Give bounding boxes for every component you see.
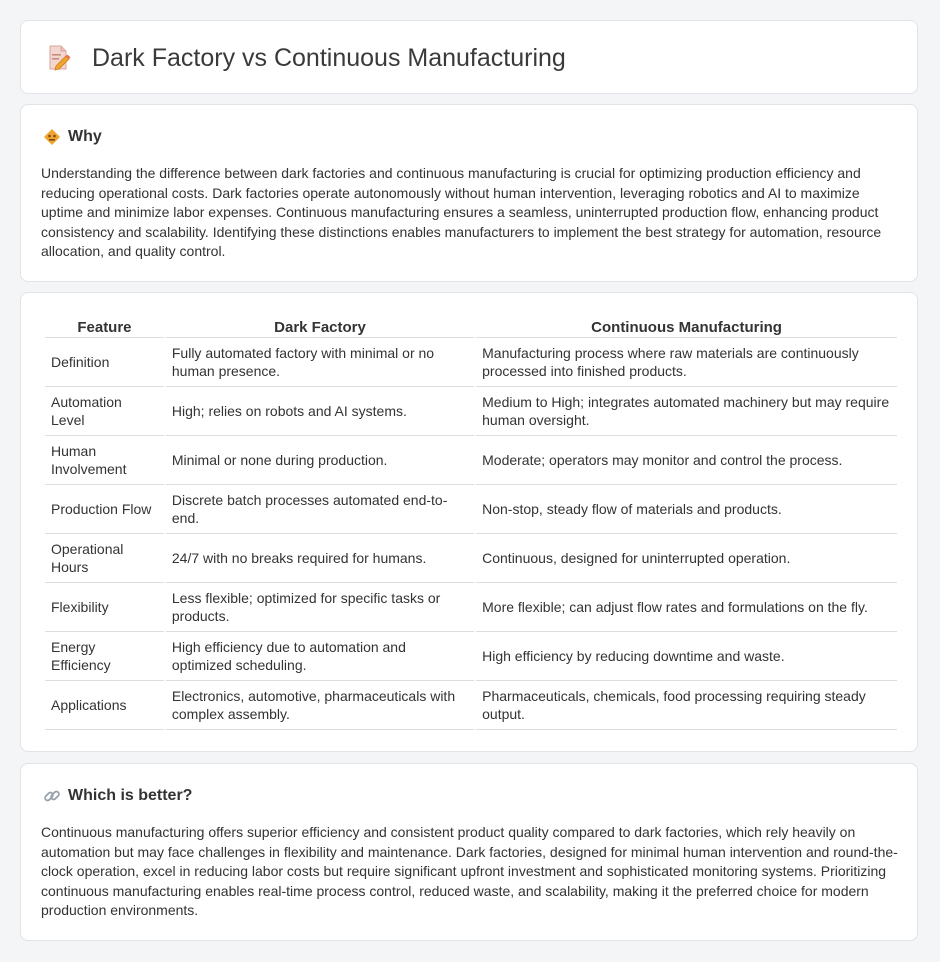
why-heading: Why: [68, 128, 102, 145]
dark-factory-cell: Electronics, automotive, pharmaceuticals with complex assembly.: [166, 681, 474, 730]
continuous-cell: High efficiency by reducing downtime and waste.: [476, 632, 897, 681]
dark-factory-cell: Fully automated factory with minimal or no human presence.: [166, 338, 474, 387]
table-row: [45, 632, 897, 681]
better-heading: Which is better?: [68, 787, 193, 804]
table-row: [45, 436, 897, 485]
feature-cell: Applications: [45, 681, 164, 730]
comparison-section: [20, 292, 918, 752]
page-title: Dark Factory vs Continuous Manufacturing: [92, 44, 566, 72]
dark-factory-cell: High; relies on robots and AI systems.: [166, 387, 474, 436]
table-row: [45, 681, 897, 730]
table-row: [45, 485, 897, 534]
diamond-sign-icon: [43, 128, 61, 146]
continuous-cell: Medium to High; integrates automated machinery but may require human oversight.: [476, 387, 897, 436]
dark-factory-cell: Discrete batch processes automated end-to-end.: [166, 485, 474, 534]
feature-cell: Flexibility: [45, 583, 164, 632]
dark-factory-cell: Minimal or none during production.: [166, 436, 474, 485]
feature-cell: Human Involvement: [45, 436, 164, 485]
which-is-better-section: [20, 763, 918, 941]
dark-factory-cell: 24/7 with no breaks required for humans.: [166, 534, 474, 583]
title-card: [20, 20, 918, 94]
feature-cell: Definition: [45, 338, 164, 387]
dark-factory-cell: High efficiency due to automation and optimized scheduling.: [166, 632, 474, 681]
continuous-cell: Pharmaceuticals, chemicals, food processing requiring steady output.: [476, 681, 897, 730]
feature-cell: Automation Level: [45, 387, 164, 436]
header-continuous-manufacturing: Continuous Manufacturing: [476, 316, 897, 338]
continuous-cell: More flexible; can adjust flow rates and formulations on the fly.: [476, 583, 897, 632]
feature-cell: Production Flow: [45, 485, 164, 534]
why-section: [20, 104, 918, 282]
continuous-cell: Continuous, designed for uninterrupted operation.: [476, 534, 897, 583]
continuous-cell: Manufacturing process where raw materials are continuously processed into finished products.: [476, 338, 897, 387]
continuous-cell: Moderate; operators may monitor and control the process.: [476, 436, 897, 485]
feature-cell: Operational Hours: [45, 534, 164, 583]
table-row: [45, 338, 897, 387]
table-header-row: [45, 316, 897, 338]
table-row: [45, 583, 897, 632]
better-text: Continuous manufacturing offers superior efficiency and consistent product quality compared to dark factories, which rely heavily on automation but may face challenges in flexibility and maintenance. Dark factories, designed for minimal human intervention and round-the-clock operation, excel in reducing labor costs but require significant upfront investment and sophisticated monitoring systems. Prioritizing continuous manufacturing enables real-time process control, reduced waste, and scalability, making it the preferred choice for modern production environments.: [41, 824, 898, 918]
header-feature: Feature: [45, 316, 164, 338]
link-icon: [43, 787, 61, 805]
header-dark-factory: Dark Factory: [166, 316, 474, 338]
better-heading-row: [43, 786, 192, 806]
table-row: [45, 534, 897, 583]
comparison-table: [43, 316, 899, 730]
table-row: [45, 387, 897, 436]
document-pencil-icon: [47, 45, 71, 71]
continuous-cell: Non-stop, steady flow of materials and products.: [476, 485, 897, 534]
feature-cell: Energy Efficiency: [45, 632, 164, 681]
why-text: Understanding the difference between dark factories and continuous manufacturing is crucial for optimizing production efficiency and reducing operational costs. Dark factories operate autonomously without human intervention, leveraging robotics and AI to maximize uptime and minimize labor expenses. Continuous manufacturing ensures a seamless, uninterrupted production flow, enhancing product consistency and scalability. Identifying these distinctions enables manufacturers to implement the best strategy for automation, resource allocation, and quality control.: [41, 165, 882, 259]
dark-factory-cell: Less flexible; optimized for specific tasks or products.: [166, 583, 474, 632]
why-heading-row: [43, 127, 102, 147]
